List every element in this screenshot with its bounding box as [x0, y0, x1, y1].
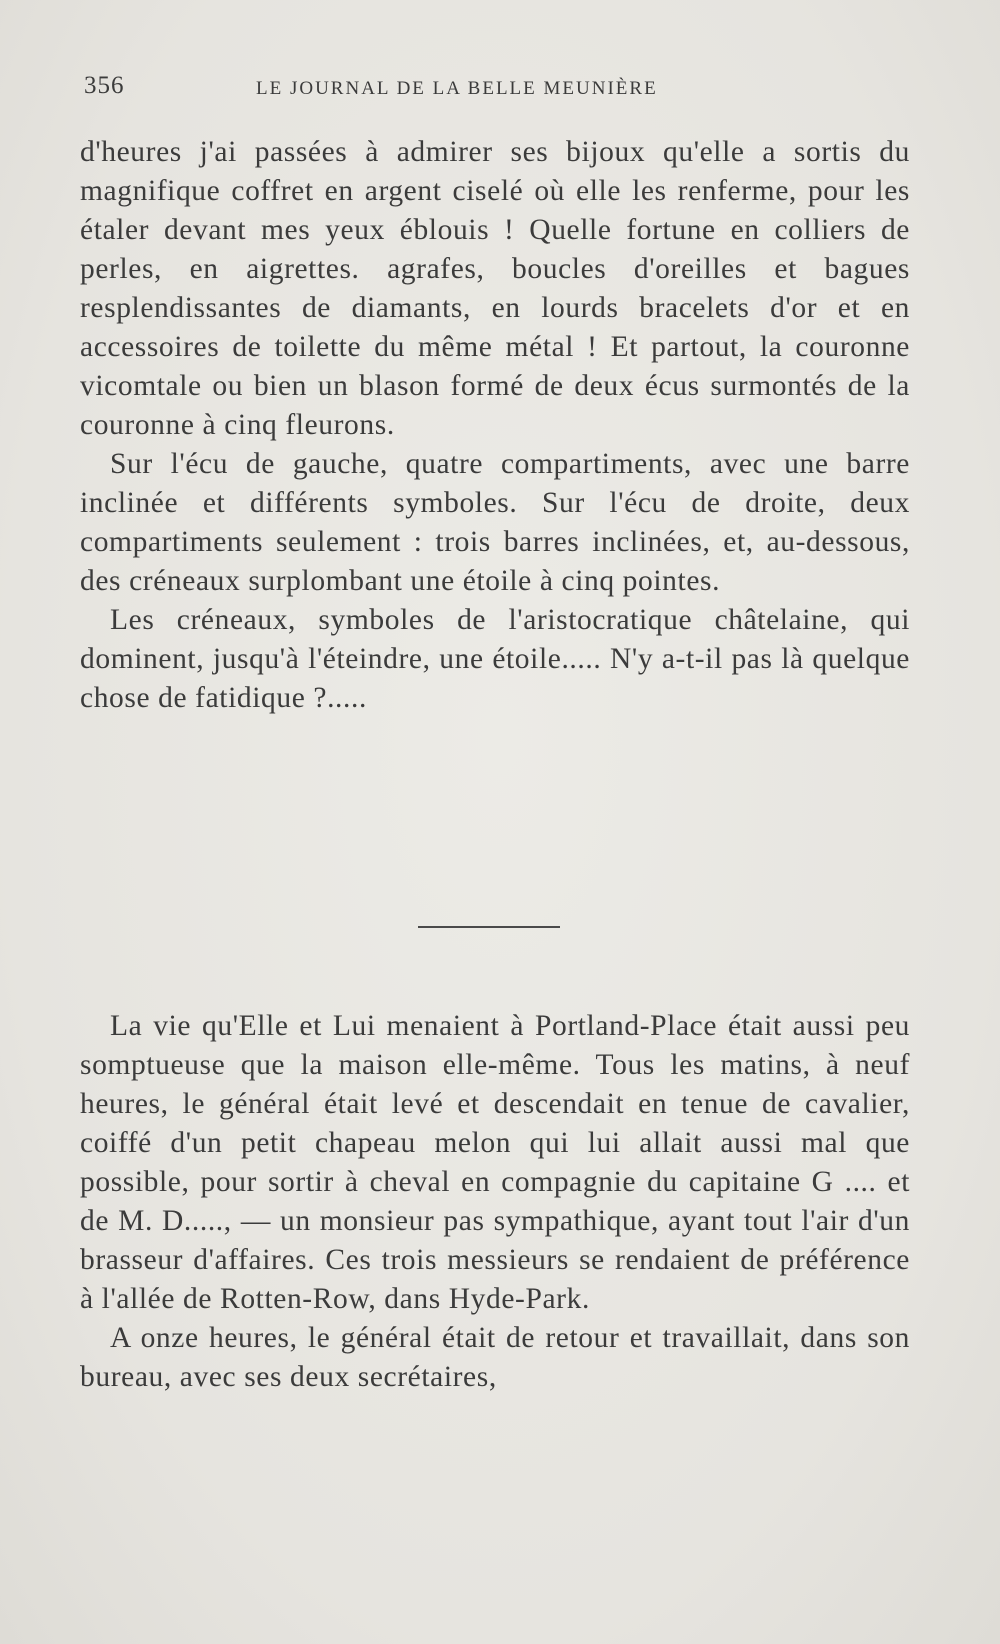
section-separator-rule [418, 926, 560, 928]
paragraph: La vie qu'Elle et Lui menaient à Portland-Place était aussi peu somptueuse que la maison elle-même. Tous les matins, à neuf heures, le général était levé et descendait en tenue de cavalier, coiffé d'un petit chapeau melon qui lui allait aussi mal que possible, pour sortir à cheval en compagnie du capitaine G .... et de M. D....., — un monsieur pas sympathique, ayant tout l'air d'un brasseur d'affaires. Ces trois messieurs se rendaient de préférence à l'allée de Rotten-Row, dans Hyde-Park. [80, 1010, 910, 1315]
paragraph: Sur l'écu de gauche, quatre compartiments, avec une barre inclinée et différents symboles. Sur l'écu de droite, deux compartiments seulement : trois barres inclinées, et, au-dessous, des créneaux surplombant une étoile à cinq pointes. [80, 448, 910, 597]
page-header [84, 72, 904, 112]
paragraph: Les créneaux, symboles de l'aristocratique châtelaine, qui dominent, jusqu'à l'éteindre, une étoile..... N'y a-t-il pas là quelque chose de fatidique ?..... [80, 604, 910, 714]
running-title: LE JOURNAL DE LA BELLE MEUNIÈRE [256, 78, 658, 99]
paragraph: A onze heures, le général était de retour et travaillait, dans son bureau, avec ses deux secrétaires, [80, 1322, 910, 1393]
text-section-1 [80, 133, 910, 718]
page-number: 356 [84, 72, 125, 99]
text-section-2 [80, 1007, 910, 1397]
paragraph: d'heures j'ai passées à admirer ses bijoux qu'elle a sortis du magnifique coffret en argent ciselé où elle les renferme, pour les étaler devant mes yeux éblouis ! Quelle fortune en colliers de perles, en aigrettes. agrafes, boucles d'oreilles et bagues resplendissantes de diamants, en lourds bracelets d'or et en accessoires de toilette du même métal ! Et partout, la couronne vicomtale ou bien un blason formé de deux écus surmontés de la couronne à cinq fleurons. [80, 136, 910, 441]
